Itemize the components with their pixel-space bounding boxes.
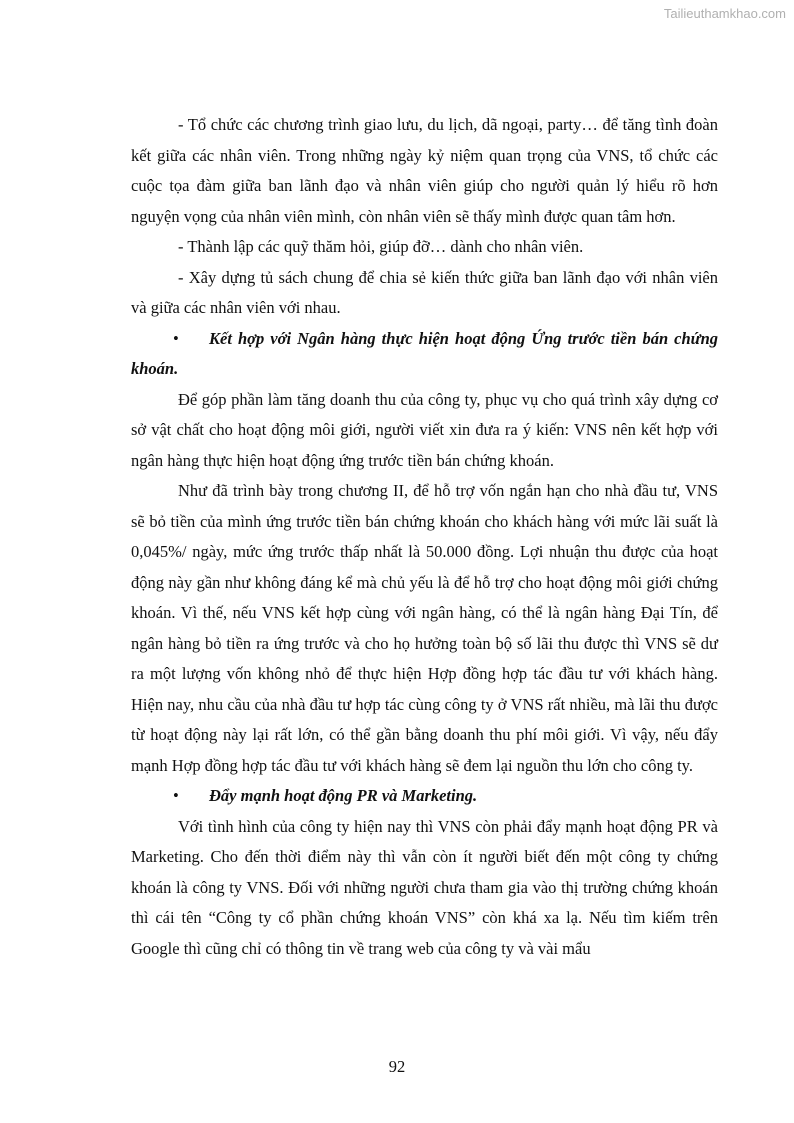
bullet-heading	[131, 324, 718, 385]
paragraph: Với tình hình của công ty hiện nay thì VNS còn phải đẩy mạnh hoạt động PR và Marketing. Cho đến thời điểm này thì vẫn còn ít người biết đến một công ty chứng khoán là công ty VNS. Đối với những người chưa tham gia vào thị trường chứng khoán thì cái tên “Công ty cổ phần chứng khoán VNS” còn khá xa lạ. Nếu tìm kiếm trên Google thì cũng chỉ có thông tin về trang web của công ty và vài mẩu	[131, 816, 718, 958]
paragraph: Để góp phần làm tăng doanh thu của công ty, phục vụ cho quá trình xây dựng cơ sở vật chất cho hoạt động môi giới, người viết xin đưa ra ý kiến: VNS nên kết hợp với ngân hàng thực hiện hoạt động ứng trước tiền bán chứng khoán.	[131, 389, 718, 470]
watermark: Tailieuthamkhao.com	[663, 6, 786, 21]
paragraph: - Xây dựng tủ sách chung để chia sẻ kiến thức giữa ban lãnh đạo với nhân viên và giữa các nhân viên với nhau.	[131, 267, 718, 317]
page-body	[131, 110, 718, 964]
paragraph: Như đã trình bày trong chương II, để hỗ trợ vốn ngắn hạn cho nhà đầu tư, VNS sẽ bỏ tiền của mình ứng trước tiền bán chứng khoán cho khách hàng với mức lãi suất là 0,045%/ ngày, mức ứng trước thấp nhất là 50.000 đồng. Lợi nhuận thu được của hoạt động này gần như không đáng kể mà chủ yếu là để hỗ trợ cho hoạt động môi giới chứng khoán. Vì thế, nếu VNS kết hợp cùng với ngân hàng, có thể là ngân hàng Đại Tín, để ngân hàng bỏ tiền ra ứng trước và cho họ hưởng toàn bộ số lãi thu được thì VNS sẽ dư ra một lượng vốn không nhỏ để thực hiện Hợp đồng hợp tác đầu tư với khách hàng. Hiện nay, nhu cầu của nhà đầu tư hợp tác cùng công ty ở VNS rất nhiều, mà lãi thu được từ hoạt động này lại rất lớn, có thể gần bằng doanh thu phí môi giới. Vì vậy, nếu đẩy mạnh Hợp đồng hợp tác đầu tư với khách hàng sẽ đem lại nguồn thu lớn cho công ty.	[131, 481, 718, 775]
bullet-heading-text: Kết hợp với Ngân hàng thực hiện hoạt động Ứng trước tiền bán chứng khoán.	[131, 328, 718, 378]
bullet-icon: •	[173, 786, 179, 805]
bullet-heading-text: Đẩy mạnh hoạt động PR và Marketing.	[209, 786, 478, 805]
bullet-icon: •	[173, 328, 179, 348]
paragraph: - Tổ chức các chương trình giao lưu, du lịch, dã ngoại, party… để tăng tình đoàn kết giữa các nhân viên. Trong những ngày kỷ niệm quan trọng của VNS, tổ chức các cuộc tọa đàm giữa ban lãnh đạo và nhân viên giúp cho người quản lý hiểu rõ hơn nguyện vọng của nhân viên mình, còn nhân viên sẽ thấy mình được quan tâm hơn.	[131, 115, 718, 226]
bullet-heading	[131, 781, 718, 812]
paragraph: - Thành lập các quỹ thăm hỏi, giúp đỡ… dành cho nhân viên.	[178, 237, 584, 256]
page-number: 92	[388, 1057, 406, 1076]
